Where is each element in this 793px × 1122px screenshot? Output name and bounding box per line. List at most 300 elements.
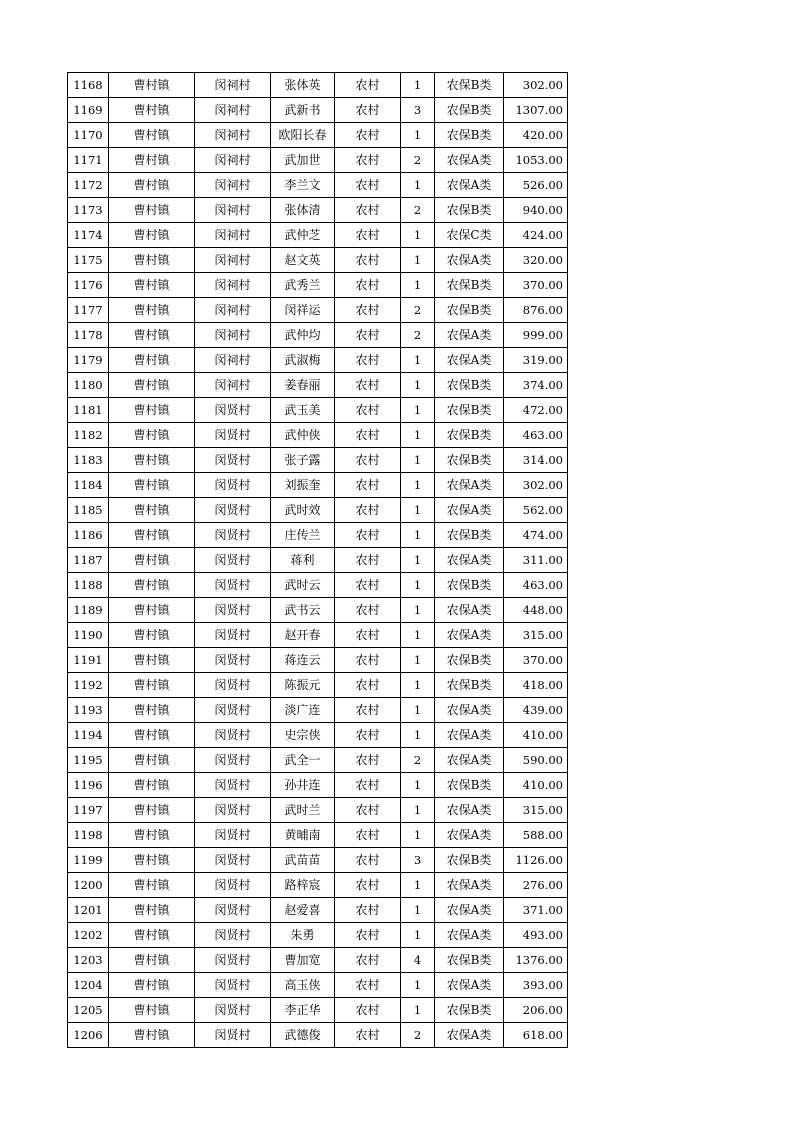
village-cell: 闵贤村: [195, 923, 271, 948]
row-number-cell: 1169: [68, 98, 109, 123]
household-type-cell: 农村: [335, 73, 401, 98]
amount-cell: 410.00: [504, 773, 568, 798]
table-row: [68, 248, 568, 273]
village-cell: 闵贤村: [195, 548, 271, 573]
category-cell: 农保A类: [435, 473, 504, 498]
name-cell: 朱勇: [271, 923, 335, 948]
town-cell: 曹村镇: [109, 323, 195, 348]
category-cell: 农保B类: [435, 848, 504, 873]
amount-cell: 370.00: [504, 273, 568, 298]
row-number-cell: 1179: [68, 348, 109, 373]
household-type-cell: 农村: [335, 748, 401, 773]
category-cell: 农保A类: [435, 248, 504, 273]
row-number-cell: 1185: [68, 498, 109, 523]
row-number-cell: 1174: [68, 223, 109, 248]
table-row: [68, 823, 568, 848]
row-number-cell: 1172: [68, 173, 109, 198]
household-type-cell: 农村: [335, 698, 401, 723]
category-cell: 农保B类: [435, 273, 504, 298]
category-cell: 农保A类: [435, 1023, 504, 1048]
member-count-cell: 1: [401, 898, 435, 923]
member-count-cell: 2: [401, 148, 435, 173]
row-number-cell: 1178: [68, 323, 109, 348]
row-number-cell: 1187: [68, 548, 109, 573]
amount-cell: 371.00: [504, 898, 568, 923]
amount-cell: 315.00: [504, 798, 568, 823]
category-cell: 农保B类: [435, 423, 504, 448]
village-cell: 闵贤村: [195, 748, 271, 773]
household-type-cell: 农村: [335, 598, 401, 623]
category-cell: 农保A类: [435, 148, 504, 173]
town-cell: 曹村镇: [109, 98, 195, 123]
name-cell: 武全一: [271, 748, 335, 773]
village-cell: 闵祠村: [195, 298, 271, 323]
household-type-cell: 农村: [335, 823, 401, 848]
amount-cell: 420.00: [504, 123, 568, 148]
row-number-cell: 1173: [68, 198, 109, 223]
member-count-cell: 1: [401, 348, 435, 373]
village-cell: 闵贤村: [195, 573, 271, 598]
amount-cell: 590.00: [504, 748, 568, 773]
town-cell: 曹村镇: [109, 523, 195, 548]
table-row: [68, 298, 568, 323]
amount-cell: 206.00: [504, 998, 568, 1023]
village-cell: 闵贤村: [195, 398, 271, 423]
village-cell: 闵祠村: [195, 98, 271, 123]
row-number-cell: 1181: [68, 398, 109, 423]
name-cell: 武仲均: [271, 323, 335, 348]
name-cell: 庄传兰: [271, 523, 335, 548]
member-count-cell: 1: [401, 973, 435, 998]
name-cell: 路梓宸: [271, 873, 335, 898]
category-cell: 农保A类: [435, 698, 504, 723]
member-count-cell: 1: [401, 123, 435, 148]
village-cell: 闵贤村: [195, 423, 271, 448]
row-number-cell: 1206: [68, 1023, 109, 1048]
category-cell: 农保A类: [435, 548, 504, 573]
table-row: [68, 623, 568, 648]
table-row: [68, 198, 568, 223]
town-cell: 曹村镇: [109, 448, 195, 473]
name-cell: 孙井连: [271, 773, 335, 798]
category-cell: 农保B类: [435, 948, 504, 973]
household-type-cell: 农村: [335, 923, 401, 948]
amount-cell: 302.00: [504, 473, 568, 498]
town-cell: 曹村镇: [109, 898, 195, 923]
name-cell: 武德俊: [271, 1023, 335, 1048]
town-cell: 曹村镇: [109, 498, 195, 523]
amount-cell: 472.00: [504, 398, 568, 423]
category-cell: 农保B类: [435, 448, 504, 473]
member-count-cell: 1: [401, 648, 435, 673]
member-count-cell: 2: [401, 323, 435, 348]
table-row: [68, 173, 568, 198]
town-cell: 曹村镇: [109, 748, 195, 773]
category-cell: 农保A类: [435, 348, 504, 373]
table-row: [68, 848, 568, 873]
table-row: [68, 348, 568, 373]
household-type-cell: 农村: [335, 273, 401, 298]
name-cell: 武时兰: [271, 798, 335, 823]
category-cell: 农保B类: [435, 198, 504, 223]
household-type-cell: 农村: [335, 548, 401, 573]
category-cell: 农保B类: [435, 573, 504, 598]
amount-cell: 393.00: [504, 973, 568, 998]
category-cell: 农保A类: [435, 623, 504, 648]
row-number-cell: 1196: [68, 773, 109, 798]
town-cell: 曹村镇: [109, 273, 195, 298]
table-row: [68, 223, 568, 248]
name-cell: 张体英: [271, 73, 335, 98]
household-type-cell: 农村: [335, 573, 401, 598]
table-row: [68, 673, 568, 698]
household-type-cell: 农村: [335, 523, 401, 548]
household-type-cell: 农村: [335, 398, 401, 423]
table-row: [68, 598, 568, 623]
name-cell: 赵爱喜: [271, 898, 335, 923]
household-type-cell: 农村: [335, 373, 401, 398]
category-cell: 农保A类: [435, 823, 504, 848]
household-type-cell: 农村: [335, 998, 401, 1023]
household-type-cell: 农村: [335, 248, 401, 273]
village-cell: 闵祠村: [195, 123, 271, 148]
member-count-cell: 1: [401, 498, 435, 523]
row-number-cell: 1195: [68, 748, 109, 773]
household-type-cell: 农村: [335, 948, 401, 973]
amount-cell: 618.00: [504, 1023, 568, 1048]
name-cell: 蒋连云: [271, 648, 335, 673]
row-number-cell: 1177: [68, 298, 109, 323]
name-cell: 蒋利: [271, 548, 335, 573]
amount-cell: 311.00: [504, 548, 568, 573]
table-row: [68, 748, 568, 773]
member-count-cell: 1: [401, 448, 435, 473]
name-cell: 史宗侠: [271, 723, 335, 748]
category-cell: 农保A类: [435, 798, 504, 823]
household-type-cell: 农村: [335, 623, 401, 648]
amount-cell: 463.00: [504, 573, 568, 598]
amount-cell: 1126.00: [504, 848, 568, 873]
village-cell: 闵贤村: [195, 523, 271, 548]
row-number-cell: 1180: [68, 373, 109, 398]
member-count-cell: 1: [401, 523, 435, 548]
amount-cell: 374.00: [504, 373, 568, 398]
table-row: [68, 698, 568, 723]
town-cell: 曹村镇: [109, 73, 195, 98]
amount-cell: 940.00: [504, 198, 568, 223]
town-cell: 曹村镇: [109, 673, 195, 698]
town-cell: 曹村镇: [109, 648, 195, 673]
name-cell: 武仲芝: [271, 223, 335, 248]
village-cell: 闵贤村: [195, 598, 271, 623]
row-number-cell: 1204: [68, 973, 109, 998]
row-number-cell: 1168: [68, 73, 109, 98]
category-cell: 农保A类: [435, 748, 504, 773]
name-cell: 武时效: [271, 498, 335, 523]
category-cell: 农保B类: [435, 523, 504, 548]
allowance-table: [67, 72, 568, 1048]
town-cell: 曹村镇: [109, 923, 195, 948]
name-cell: 赵文英: [271, 248, 335, 273]
amount-cell: 314.00: [504, 448, 568, 473]
village-cell: 闵贤村: [195, 848, 271, 873]
category-cell: 农保A类: [435, 498, 504, 523]
name-cell: 武玉美: [271, 398, 335, 423]
table-row: [68, 573, 568, 598]
member-count-cell: 2: [401, 748, 435, 773]
village-cell: 闵贤村: [195, 998, 271, 1023]
household-type-cell: 农村: [335, 773, 401, 798]
village-cell: 闵祠村: [195, 373, 271, 398]
village-cell: 闵祠村: [195, 248, 271, 273]
town-cell: 曹村镇: [109, 598, 195, 623]
category-cell: 农保C类: [435, 223, 504, 248]
row-number-cell: 1171: [68, 148, 109, 173]
member-count-cell: 1: [401, 823, 435, 848]
village-cell: 闵贤村: [195, 823, 271, 848]
village-cell: 闵贤村: [195, 898, 271, 923]
amount-cell: 1376.00: [504, 948, 568, 973]
village-cell: 闵祠村: [195, 273, 271, 298]
village-cell: 闵贤村: [195, 948, 271, 973]
name-cell: 欧阳长春: [271, 123, 335, 148]
table-row: [68, 873, 568, 898]
village-cell: 闵祠村: [195, 148, 271, 173]
amount-cell: 876.00: [504, 298, 568, 323]
name-cell: 高玉侠: [271, 973, 335, 998]
name-cell: 姜春丽: [271, 373, 335, 398]
table-row: [68, 973, 568, 998]
amount-cell: 410.00: [504, 723, 568, 748]
table-row: [68, 498, 568, 523]
name-cell: 武时云: [271, 573, 335, 598]
category-cell: 农保B类: [435, 648, 504, 673]
category-cell: 农保A类: [435, 873, 504, 898]
amount-cell: 448.00: [504, 598, 568, 623]
category-cell: 农保B类: [435, 98, 504, 123]
category-cell: 农保A类: [435, 173, 504, 198]
member-count-cell: 1: [401, 598, 435, 623]
category-cell: 农保B类: [435, 373, 504, 398]
table-row: [68, 648, 568, 673]
village-cell: 闵祠村: [195, 198, 271, 223]
member-count-cell: 2: [401, 1023, 435, 1048]
table-row: [68, 548, 568, 573]
member-count-cell: 1: [401, 273, 435, 298]
member-count-cell: 2: [401, 298, 435, 323]
table-row: [68, 798, 568, 823]
row-number-cell: 1189: [68, 598, 109, 623]
member-count-cell: 1: [401, 873, 435, 898]
amount-cell: 588.00: [504, 823, 568, 848]
town-cell: 曹村镇: [109, 423, 195, 448]
household-type-cell: 农村: [335, 848, 401, 873]
row-number-cell: 1198: [68, 823, 109, 848]
name-cell: 武淑梅: [271, 348, 335, 373]
village-cell: 闵贤村: [195, 473, 271, 498]
household-type-cell: 农村: [335, 673, 401, 698]
amount-cell: 424.00: [504, 223, 568, 248]
name-cell: 闵祥运: [271, 298, 335, 323]
town-cell: 曹村镇: [109, 348, 195, 373]
row-number-cell: 1184: [68, 473, 109, 498]
village-cell: 闵贤村: [195, 973, 271, 998]
town-cell: 曹村镇: [109, 823, 195, 848]
town-cell: 曹村镇: [109, 223, 195, 248]
category-cell: 农保A类: [435, 898, 504, 923]
table-row: [68, 73, 568, 98]
member-count-cell: 1: [401, 998, 435, 1023]
household-type-cell: 农村: [335, 98, 401, 123]
table-row: [68, 273, 568, 298]
member-count-cell: 4: [401, 948, 435, 973]
town-cell: 曹村镇: [109, 123, 195, 148]
town-cell: 曹村镇: [109, 148, 195, 173]
name-cell: 张体清: [271, 198, 335, 223]
village-cell: 闵贤村: [195, 798, 271, 823]
town-cell: 曹村镇: [109, 173, 195, 198]
member-count-cell: 1: [401, 373, 435, 398]
member-count-cell: 1: [401, 673, 435, 698]
name-cell: 武苗苗: [271, 848, 335, 873]
row-number-cell: 1193: [68, 698, 109, 723]
row-number-cell: 1176: [68, 273, 109, 298]
category-cell: 农保B类: [435, 123, 504, 148]
row-number-cell: 1186: [68, 523, 109, 548]
amount-cell: 319.00: [504, 348, 568, 373]
row-number-cell: 1190: [68, 623, 109, 648]
town-cell: 曹村镇: [109, 873, 195, 898]
village-cell: 闵贤村: [195, 448, 271, 473]
town-cell: 曹村镇: [109, 973, 195, 998]
row-number-cell: 1200: [68, 873, 109, 898]
town-cell: 曹村镇: [109, 798, 195, 823]
village-cell: 闵贤村: [195, 648, 271, 673]
village-cell: 闵祠村: [195, 173, 271, 198]
table-row: [68, 448, 568, 473]
member-count-cell: 1: [401, 923, 435, 948]
town-cell: 曹村镇: [109, 723, 195, 748]
amount-cell: 370.00: [504, 648, 568, 673]
row-number-cell: 1191: [68, 648, 109, 673]
category-cell: 农保A类: [435, 598, 504, 623]
table-row: [68, 1023, 568, 1048]
town-cell: 曹村镇: [109, 373, 195, 398]
member-count-cell: 1: [401, 623, 435, 648]
category-cell: 农保B类: [435, 298, 504, 323]
table-row: [68, 423, 568, 448]
row-number-cell: 1182: [68, 423, 109, 448]
town-cell: 曹村镇: [109, 248, 195, 273]
name-cell: 武秀兰: [271, 273, 335, 298]
household-type-cell: 农村: [335, 798, 401, 823]
amount-cell: 1053.00: [504, 148, 568, 173]
amount-cell: 315.00: [504, 623, 568, 648]
town-cell: 曹村镇: [109, 1023, 195, 1048]
category-cell: 农保B类: [435, 673, 504, 698]
village-cell: 闵贤村: [195, 498, 271, 523]
table-row: [68, 773, 568, 798]
household-type-cell: 农村: [335, 1023, 401, 1048]
table-row: [68, 98, 568, 123]
member-count-cell: 1: [401, 548, 435, 573]
table-row: [68, 898, 568, 923]
category-cell: 农保A类: [435, 923, 504, 948]
row-number-cell: 1205: [68, 998, 109, 1023]
row-number-cell: 1201: [68, 898, 109, 923]
member-count-cell: 1: [401, 173, 435, 198]
row-number-cell: 1175: [68, 248, 109, 273]
member-count-cell: 1: [401, 473, 435, 498]
household-type-cell: 农村: [335, 198, 401, 223]
member-count-cell: 1: [401, 798, 435, 823]
table-row: [68, 473, 568, 498]
table-row: [68, 123, 568, 148]
table-row: [68, 723, 568, 748]
row-number-cell: 1197: [68, 798, 109, 823]
amount-cell: 474.00: [504, 523, 568, 548]
member-count-cell: 1: [401, 248, 435, 273]
member-count-cell: 3: [401, 848, 435, 873]
town-cell: 曹村镇: [109, 398, 195, 423]
member-count-cell: 1: [401, 723, 435, 748]
amount-cell: 439.00: [504, 698, 568, 723]
member-count-cell: 1: [401, 698, 435, 723]
row-number-cell: 1188: [68, 573, 109, 598]
village-cell: 闵贤村: [195, 623, 271, 648]
name-cell: 刘振奎: [271, 473, 335, 498]
row-number-cell: 1202: [68, 923, 109, 948]
town-cell: 曹村镇: [109, 573, 195, 598]
town-cell: 曹村镇: [109, 198, 195, 223]
member-count-cell: 2: [401, 198, 435, 223]
village-cell: 闵祠村: [195, 73, 271, 98]
category-cell: 农保B类: [435, 398, 504, 423]
member-count-cell: 1: [401, 398, 435, 423]
row-number-cell: 1192: [68, 673, 109, 698]
town-cell: 曹村镇: [109, 473, 195, 498]
category-cell: 农保A类: [435, 973, 504, 998]
member-count-cell: 1: [401, 773, 435, 798]
village-cell: 闵贤村: [195, 673, 271, 698]
household-type-cell: 农村: [335, 123, 401, 148]
name-cell: 武仲侠: [271, 423, 335, 448]
amount-cell: 320.00: [504, 248, 568, 273]
member-count-cell: 1: [401, 573, 435, 598]
row-number-cell: 1194: [68, 723, 109, 748]
table-row: [68, 398, 568, 423]
table-row: [68, 523, 568, 548]
town-cell: 曹村镇: [109, 848, 195, 873]
household-type-cell: 农村: [335, 348, 401, 373]
name-cell: 曹加宽: [271, 948, 335, 973]
table-row: [68, 948, 568, 973]
name-cell: 张子露: [271, 448, 335, 473]
village-cell: 闵贤村: [195, 873, 271, 898]
household-type-cell: 农村: [335, 648, 401, 673]
row-number-cell: 1183: [68, 448, 109, 473]
name-cell: 黄晡南: [271, 823, 335, 848]
category-cell: 农保B类: [435, 773, 504, 798]
amount-cell: 276.00: [504, 873, 568, 898]
town-cell: 曹村镇: [109, 948, 195, 973]
member-count-cell: 3: [401, 98, 435, 123]
household-type-cell: 农村: [335, 448, 401, 473]
village-cell: 闵祠村: [195, 223, 271, 248]
household-type-cell: 农村: [335, 323, 401, 348]
table-row: [68, 998, 568, 1023]
amount-cell: 999.00: [504, 323, 568, 348]
